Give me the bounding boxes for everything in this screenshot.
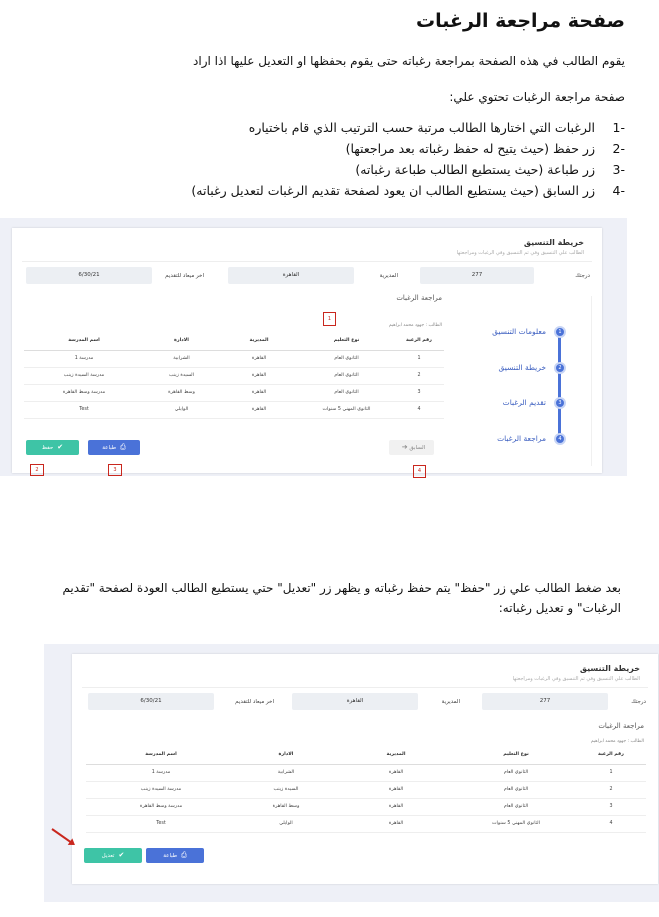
list-item <box>191 162 625 183</box>
arrow-left-icon: ➔ <box>401 443 408 451</box>
section-title: مراجعة الرغبات <box>396 294 442 302</box>
after-save-text: بعد ضغط الطالب علي زر "حفظ" يتم حفظ رغباته و يظهر زر "تعديل" حتي يستطيع الطالب العودة لصفحة "تقديم الرغبات" و تعديل رغباته: <box>62 581 621 615</box>
cell: القاهرة <box>219 401 299 418</box>
list-text: زر طباعة (حيث يستطيع الطالب طباعة رغباته) <box>355 162 595 177</box>
step-dot: 3 <box>554 397 566 409</box>
back-button[interactable] <box>389 440 434 455</box>
col-header: المديرية <box>219 332 299 350</box>
col-header: نوع التعليم <box>456 746 576 764</box>
cell: 3 <box>394 384 444 401</box>
back-label: السابق <box>409 445 426 451</box>
col-header: رقم الرغبة <box>576 746 646 764</box>
list-item <box>191 120 625 141</box>
print-label: طباعة <box>163 853 178 859</box>
list-text: زر حفظ (حيث يتيح له حفظ رغباته بعد مراجعتها) <box>345 141 595 156</box>
cell: الثانوي العام <box>456 764 576 781</box>
app-title: خريطة التنسيق <box>523 238 584 247</box>
cell: السيدة زينب <box>236 781 336 798</box>
grade-field: 277 <box>482 693 608 710</box>
table-row <box>24 401 444 418</box>
cell: مدرسة السيدة زينب <box>24 367 144 384</box>
table-row <box>86 798 646 815</box>
cell: القاهرة <box>336 815 456 832</box>
app-subtitle: الطالب علي التنسيق وفي ثم التنسيق وفي الرغبات ومراجعتها <box>512 676 640 682</box>
divider <box>22 261 592 262</box>
document-intro: يقوم الطالب في هذه الصفحة بمراجعة رغباته حتى يقوم بحفظها او التعديل عليها اذا اراد <box>193 54 625 68</box>
cell: القاهرة <box>219 384 299 401</box>
steps-nav <box>464 296 592 466</box>
cell: 2 <box>576 781 646 798</box>
list-item <box>191 141 625 162</box>
save-label: حفظ <box>41 445 54 451</box>
grade-label: درجتك <box>575 273 590 279</box>
table-header-row <box>24 332 444 350</box>
cell: الوايلي <box>236 815 336 832</box>
step-item-review[interactable] <box>463 432 591 446</box>
cell: الثانوي العام <box>299 384 394 401</box>
cell: مدرسة 1 <box>24 350 144 367</box>
document-title: صفحة مراجعة الرغبات <box>416 10 625 32</box>
cell: 2 <box>394 367 444 384</box>
table-header-row <box>86 746 646 764</box>
col-header: الادارة <box>236 746 336 764</box>
cell: 1 <box>576 764 646 781</box>
deadline-field: 6/30/21 <box>26 267 152 284</box>
print-button[interactable] <box>146 848 204 863</box>
list-text: الرغبات التي اختارها الطالب مرتبة حسب الترتيب الذي قام باختياره <box>248 120 595 135</box>
step-item-apply[interactable] <box>463 396 591 410</box>
step-label: معلومات التنسيق <box>492 327 546 336</box>
list-number: -2 <box>612 141 625 156</box>
review-card <box>12 228 602 473</box>
cell: الثانوي العام <box>456 781 576 798</box>
list-item <box>191 183 625 204</box>
cell: Test <box>86 815 236 832</box>
table-row <box>86 781 646 798</box>
col-header: اسم المدرسة <box>24 332 144 350</box>
steps-line <box>558 334 561 442</box>
list-number: -1 <box>612 120 625 135</box>
cell: القاهرة <box>219 350 299 367</box>
directorate-label: المديرية <box>441 699 460 705</box>
app-subtitle: الطالب علي التنسيق وفي ثم التنسيق وفي الرغبات ومراجعتها <box>456 250 584 256</box>
cell: القاهرة <box>219 367 299 384</box>
cell: الشرابية <box>144 350 219 367</box>
print-button[interactable] <box>88 440 140 455</box>
step-dot: 4 <box>554 433 566 445</box>
cell: 4 <box>576 815 646 832</box>
review-card-saved <box>72 654 658 884</box>
grade-label: درجتك <box>631 699 646 705</box>
list-number: -3 <box>612 162 625 177</box>
grade-field: 277 <box>420 267 534 284</box>
cell: الثانوي المهني 5 سنوات <box>299 401 394 418</box>
check-icon: ✔ <box>57 443 64 451</box>
cell: الثانوي العام <box>299 350 394 367</box>
student-name: الطالب : جهود محمد ابراهيم <box>388 323 442 328</box>
cell: القاهرة <box>336 781 456 798</box>
cell: 1 <box>394 350 444 367</box>
cell: الثانوي العام <box>456 798 576 815</box>
annotation-marker-2: 2 <box>30 464 44 476</box>
app-title: خريطة التنسيق <box>579 664 640 673</box>
document-contains: صفحة مراجعة الرغبات تحتوي علي: <box>449 90 625 104</box>
cell: القاهرة <box>336 764 456 781</box>
annotation-marker-3: 3 <box>108 464 122 476</box>
print-label: طباعة <box>102 445 117 451</box>
cell: مدرسة وسط القاهرة <box>24 384 144 401</box>
col-header: المديرية <box>336 746 456 764</box>
table-row <box>24 350 444 367</box>
check-icon: ✔ <box>118 851 125 859</box>
annotation-marker-4: 4 <box>413 465 426 478</box>
cell: السيدة زينب <box>144 367 219 384</box>
cell: مدرسة وسط القاهرة <box>86 798 236 815</box>
cell: مدرسة 1 <box>86 764 236 781</box>
table-row <box>24 367 444 384</box>
step-item-info[interactable] <box>463 325 591 339</box>
screenshot-after-save <box>44 644 659 902</box>
step-item-map[interactable] <box>463 361 591 375</box>
cell: وسط القاهرة <box>236 798 336 815</box>
list-number: -4 <box>612 183 625 198</box>
step-label: مراجعة الرغبات <box>497 434 546 443</box>
directorate-label: المديرية <box>379 273 398 279</box>
wishes-table <box>86 746 646 833</box>
directorate-field: القاهرة <box>228 267 354 284</box>
list-text: زر السابق (حيث يستطيع الطالب ان يعود لصفحة تقديم الرغبات لتعديل رغباته) <box>191 183 595 198</box>
step-label: تقديم الرغبات <box>502 398 546 407</box>
col-header: الادارة <box>144 332 219 350</box>
table-row <box>86 764 646 781</box>
screenshot-review-page <box>0 218 627 476</box>
cell: الشرابية <box>236 764 336 781</box>
col-header: نوع التعليم <box>299 332 394 350</box>
section-title: مراجعة الرغبات <box>598 722 644 730</box>
col-header: رقم الرغبة <box>394 332 444 350</box>
step-dot: 2 <box>554 362 566 374</box>
cell: 3 <box>576 798 646 815</box>
table-row <box>86 815 646 832</box>
cell: وسط القاهرة <box>144 384 219 401</box>
deadline-field: 6/30/21 <box>88 693 214 710</box>
cell: الثانوي المهني 5 سنوات <box>456 815 576 832</box>
deadline-label: اخر ميعاد للتقديم <box>165 273 204 279</box>
step-dot: 1 <box>554 326 566 338</box>
feature-list <box>191 120 625 204</box>
col-header: اسم المدرسة <box>86 746 236 764</box>
wishes-table <box>24 332 444 419</box>
table-row <box>24 384 444 401</box>
directorate-field: القاهرة <box>292 693 418 710</box>
cell: 4 <box>394 401 444 418</box>
student-name: الطالب : جهود محمد ابراهيم <box>590 739 644 744</box>
divider <box>82 687 648 688</box>
printer-icon: ⎙ <box>120 443 126 451</box>
save-button[interactable] <box>26 440 79 455</box>
cell: الثانوي العام <box>299 367 394 384</box>
edit-label: تعديل <box>101 853 115 859</box>
cell: مدرسة السيدة زينب <box>86 781 236 798</box>
deadline-label: اخر ميعاد للتقديم <box>235 699 274 705</box>
cell: القاهرة <box>336 798 456 815</box>
annotation-marker-1: 1 <box>323 312 336 326</box>
cell: Test <box>24 401 144 418</box>
printer-icon: ⎙ <box>181 851 187 859</box>
step-label: خريطة التنسيق <box>498 363 546 372</box>
cell: الوايلي <box>144 401 219 418</box>
edit-button[interactable] <box>84 848 142 863</box>
